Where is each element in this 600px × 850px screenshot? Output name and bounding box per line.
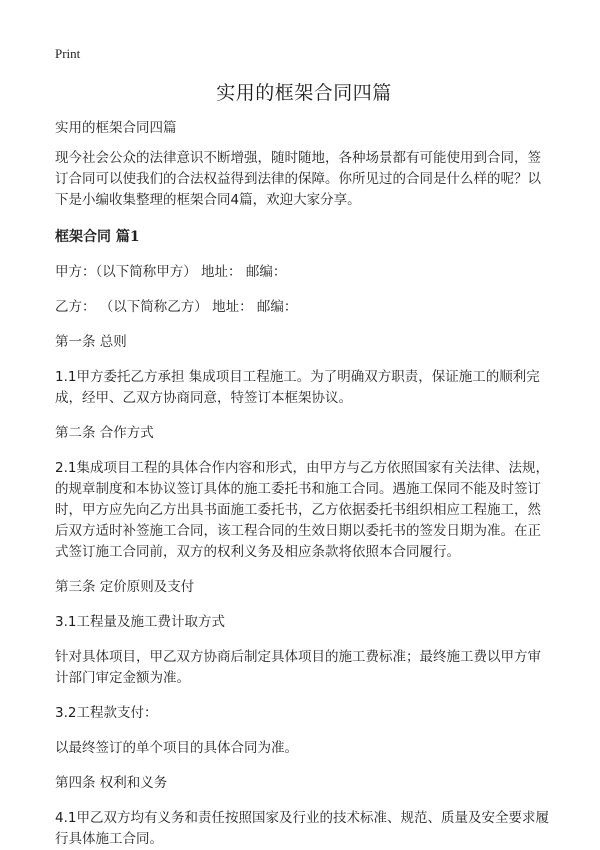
intro-paragraph: 现今社会公众的法律意识不断增强，随时随地，各种场景都有可能使用到合同，签订合同可以使我们的合法权益得到法律的保障。你所见过的合同是什么样的呢？以下是小编收集整理的框架合同4篇，欢迎大家分享。 (55, 150, 541, 208)
document-title: 实用的框架合同四篇 (216, 82, 392, 104)
article-3-title: 第三条 定价原则及支付 (55, 579, 195, 595)
document-page (55, 76, 553, 850)
article-1-title: 第一条 总则 (55, 334, 127, 350)
section-heading: 框架合同 篇1 (55, 229, 140, 245)
article-1-1: 1.1甲方委托乙方承担 集成项目工程施工。为了明确双方职责，保证施工的顺利完成，经甲、乙双方协商同意，特签订本框架协议。 (55, 369, 540, 406)
document-subtitle: 实用的框架合同四篇 (55, 120, 177, 136)
article-2-1: 2.1集成项目工程的具体合作内容和形式，由甲方与乙方依照国家有关法律、法规，的规章制度和本协议签订具体的施工委托书和施工合同。遇施工保同不能及时签订时，甲方应先向乙方出具书面施工委托书，乙方依据委托书组织相应工程施工，然后双方适时补签施工合同，该工程合同的生效日期以委托书的签发日期为准。在正式签订施工合同前，双方的权利义务及相应条款将依照本合同履行。 (55, 460, 549, 560)
article-3-1-title: 3.1工程量及施工费计取方式 (55, 614, 225, 630)
article-3-2-title: 3.2工程款支付： (55, 705, 158, 721)
article-4-1: 4.1甲乙双方均有义务和责任按照国家及行业的技术标准、规范、质量及安全要求履行具体施工合同。 (55, 810, 549, 847)
print-link[interactable]: Print (55, 46, 81, 61)
party-b-line: 乙方： （以下简称乙方） 地址： 邮编： (55, 299, 298, 315)
article-3-2-body: 以最终签订的单个项目的具体合同为准。 (55, 740, 298, 756)
article-2-title: 第二条 合作方式 (55, 425, 154, 441)
party-a-line: 甲方：（以下简称甲方） 地址： 邮编： (55, 264, 287, 280)
article-3-1-body: 针对具体项目，甲乙双方协商后制定具体项目的施工费标准；最终施工费以甲方审计部门审定金额为准。 (55, 649, 541, 686)
article-4-title: 第四条 权利和义务 (55, 775, 168, 791)
